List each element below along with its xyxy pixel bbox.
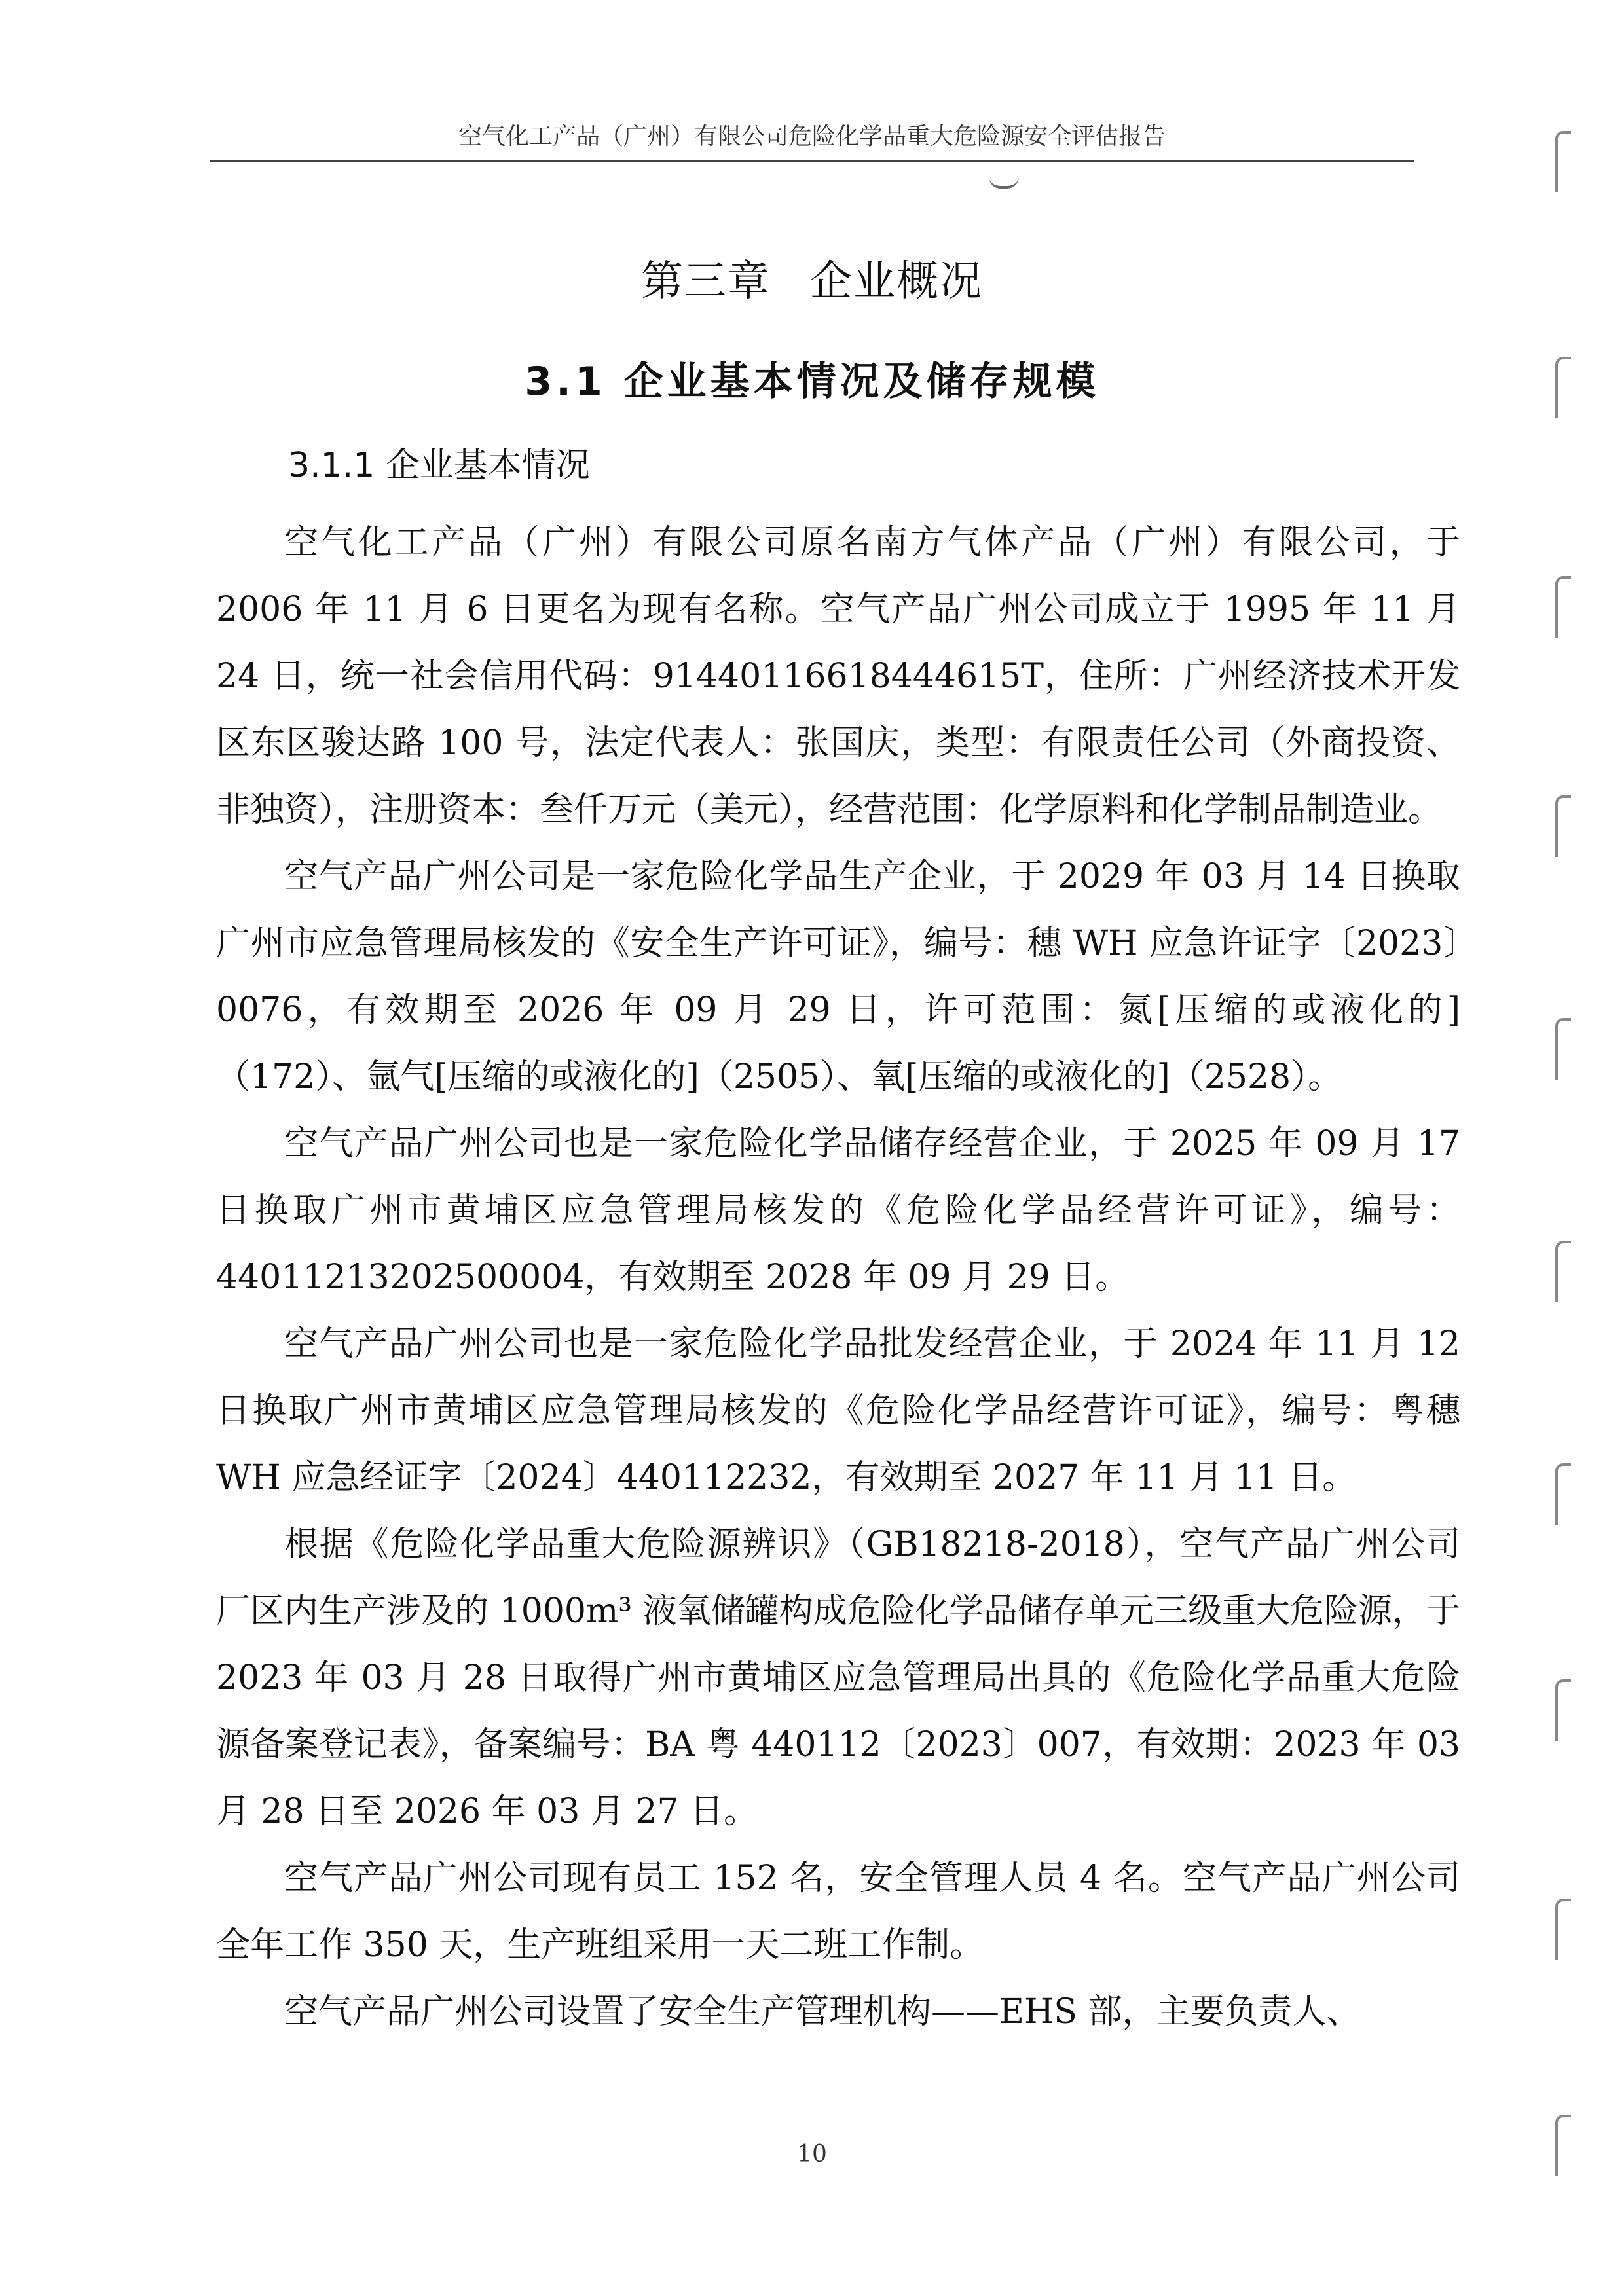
scan-mark [989,177,1019,189]
binding-edge-mark [1555,357,1571,418]
binding-edge-mark [1555,576,1571,638]
binding-edge-mark [1555,2115,1571,2176]
header-divider [210,160,1414,162]
binding-edge-mark [1555,1463,1571,1525]
binding-edge-mark [1555,1018,1571,1080]
binding-edge-mark [1555,1679,1571,1741]
chapter-title: 企业概况 [810,257,983,306]
running-header: 空气化工产品（广州）有限公司危险化学品重大危险源安全评估报告 [458,123,1166,150]
paragraph: 空气产品广州公司也是一家危险化学品批发经营企业，于 2024 年 11 月 12 日换取广州市黄埔区应急管理局核发的《危险化学品经营许可证》，编号：粤穗 WH 应急经证字〔2024〕440112232，有效期至 2027 年 11 月 11 日。 [216,1324,1460,1497]
paragraph: 空气产品广州公司也是一家危险化学品储存经营企业，于 2025 年 09 月 17 日换取广州市黄埔区应急管理局核发的《危险化学品经营许可证》，编号：44011213202500004，有效期至 2028 年 09 月 29 日。 [216,1124,1460,1297]
page-number: 10 [797,2141,827,2168]
binding-edge-mark [1555,131,1571,192]
binding-edge-mark [1555,795,1571,857]
paragraph: 空气化工产品（广州）有限公司原名南方气体产品（广州）有限公司，于 2006 年 11 月 6 日更名为现有名称。空气产品广州公司成立于 1995 年 11 月 24 日，统一社会信用代码：91440116618444615T，住所：广州经济技术开发区东区骏达路 100 号，法定代表人：张国庆，类型：有限责任公司（外商投资、非独资），注册资本：叁仟万元（美元），经营范围：化学原料和化学制品制造业。 [216,523,1460,829]
paragraph: 根据《危险化学品重大危险源辨识》（GB18218-2018），空气产品广州公司厂区内生产涉及的 1000m³ 液氧储罐构成危险化学品储存单元三级重大危险源，于 2023 年 03 月 28 日取得广州市黄埔区应急管理局出具的《危险化学品重大危险源备案登记表》，备案编号：BA 粤 440112〔2023〕007，有效期：2023 年 03 月 28 日至 2026 年 03 月 27 日。 [216,1525,1460,1831]
chapter-heading [0,247,1624,308]
chapter-number: 第三章 [641,257,771,306]
section-heading: 3.1 企业基本情况及储存规模 [525,359,1099,405]
body-text [216,509,1460,2045]
subsection-heading: 3.1.1 企业基本情况 [288,446,590,485]
paragraph: 空气产品广州公司是一家危险化学品生产企业，于 2029 年 03 月 14 日换取广州市应急管理局核发的《安全生产许可证》，编号：穗 WH 应急许证字〔2023〕0076，有效期至 2026 年 09 月 29 日，许可范围：氮[压缩的或液化的]（172）、氩气[压缩的或液化的]（2505）、氧[压缩的或液化的]（2528）。 [216,857,1460,1097]
binding-edge-mark [1555,1899,1571,1960]
paragraph: 空气产品广州公司现有员工 152 名，安全管理人员 4 名。空气产品广州公司全年工作 350 天，生产班组采用一天二班工作制。 [216,1859,1460,1965]
paragraph: 空气产品广州公司设置了安全生产管理机构——EHS 部，主要负责人、 [284,1992,1361,2032]
binding-edge-mark [1555,1241,1571,1302]
